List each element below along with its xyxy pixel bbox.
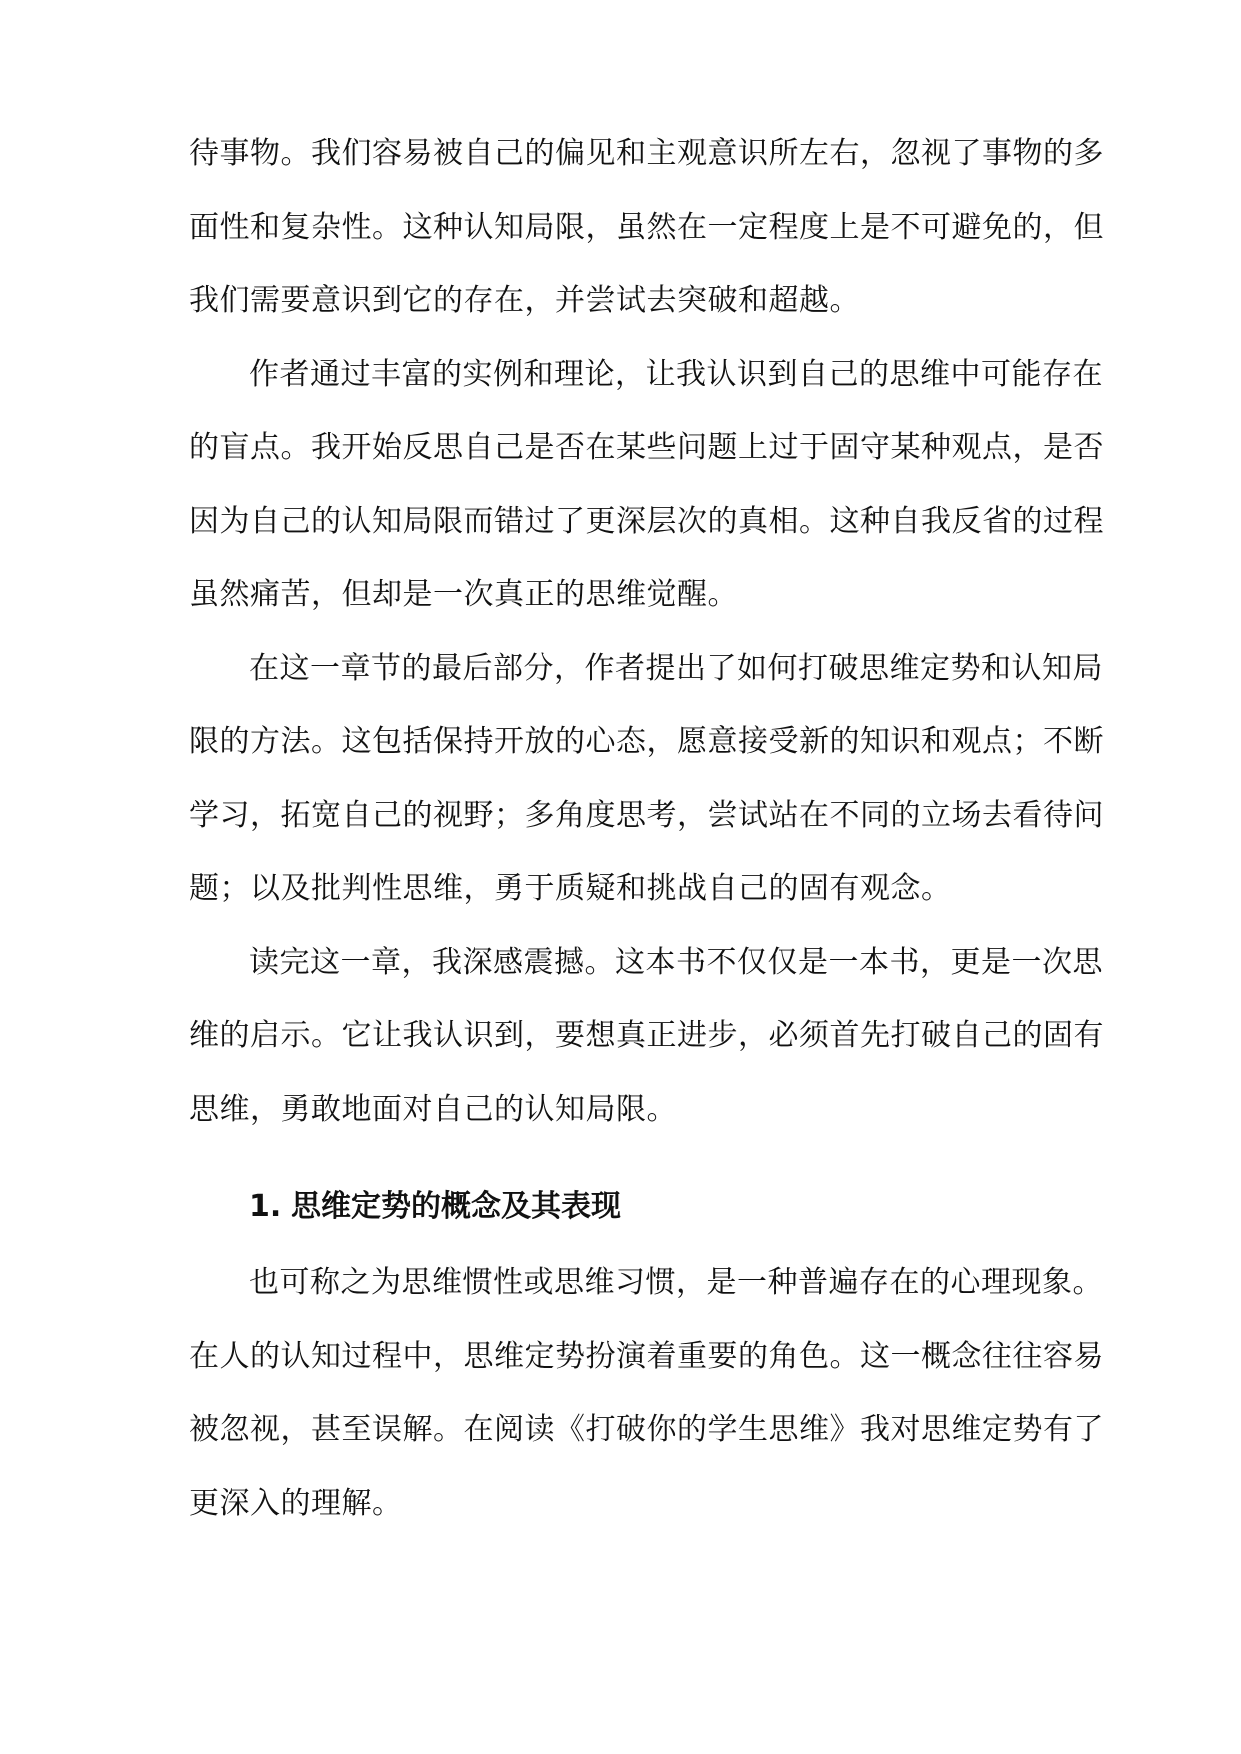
- paragraph-5-line-3: 被忽视，甚至误解。在阅读《打破你的学生思维》我对思维定势有了: [189, 1412, 1104, 1447]
- section-heading: [249, 1187, 621, 1227]
- paragraph-1-line-3: 我们需要意识到它的存在，并尝试去突破和超越。: [189, 283, 860, 318]
- paragraph-2-line-3: 因为自己的认知局限而错过了更深层次的真相。这种自我反省的过程: [189, 504, 1104, 539]
- paragraph-2-line-2: 的盲点。我开始反思自己是否在某些问题上过于固守某种观点，是否: [189, 430, 1104, 465]
- paragraph-1-line-2: 面性和复杂性。这种认知局限，虽然在一定程度上是不可避免的，但: [189, 210, 1104, 245]
- paragraph-3-line-1: 在这一章节的最后部分，作者提出了如何打破思维定势和认知局: [249, 651, 1103, 686]
- paragraph-5-line-2: 在人的认知过程中，思维定势扮演着重要的角色。这一概念往往容易: [189, 1339, 1104, 1374]
- paragraph-2-line-1: 作者通过丰富的实例和理论，让我认识到自己的思维中可能存在: [249, 357, 1103, 392]
- paragraph-5-line-1: 也可称之为思维惯性或思维习惯，是一种普遍存在的心理现象。: [249, 1265, 1103, 1300]
- section-heading-number: 1.: [249, 1189, 282, 1224]
- section-heading-text: 思维定势的概念及其表现: [291, 1189, 621, 1224]
- paragraph-4-line-3: 思维，勇敢地面对自己的认知局限。: [189, 1092, 677, 1127]
- paragraph-3-line-2: 限的方法。这包括保持开放的心态，愿意接受新的知识和观点；不断: [189, 724, 1104, 759]
- paragraph-2-line-4: 虽然痛苦，但却是一次真正的思维觉醒。: [189, 577, 738, 612]
- paragraph-3-line-3: 学习，拓宽自己的视野；多角度思考，尝试站在不同的立场去看待问: [189, 798, 1104, 833]
- paragraph-1-line-1: 待事物。我们容易被自己的偏见和主观意识所左右，忽视了事物的多: [189, 136, 1104, 171]
- paragraph-3-line-4: 题；以及批判性思维，勇于质疑和挑战自己的固有观念。: [189, 871, 952, 906]
- paragraph-5-line-4: 更深入的理解。: [189, 1486, 403, 1521]
- paragraph-4-line-1: 读完这一章，我深感震撼。这本书不仅仅是一本书，更是一次思: [249, 945, 1103, 980]
- paragraph-4-line-2: 维的启示。它让我认识到，要想真正进步，必须首先打破自己的固有: [189, 1018, 1104, 1053]
